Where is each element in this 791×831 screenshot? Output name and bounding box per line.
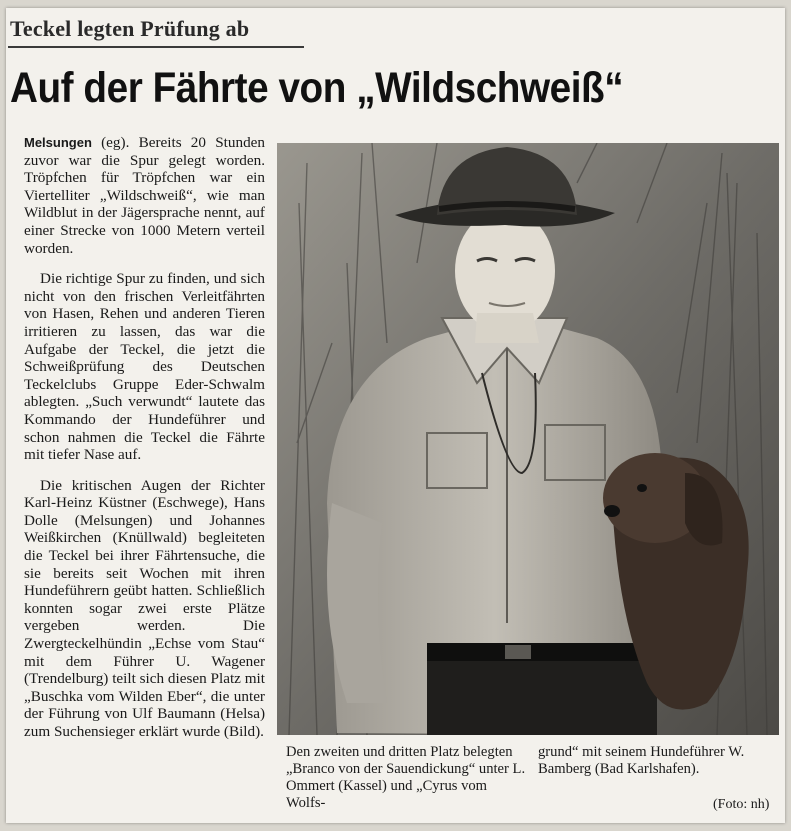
photo-illustration: [277, 143, 779, 735]
paragraph-1-text: (eg). Bereits 20 Stunden zuvor war die Spur gelegt worden. Tröpfchen für Tröpfchen war ein Viertelliter „Wildschweiß“, wie man Wildblut in der Jägersprache nennt, auf einer Strecke von 1000 Metern verteil worden.: [24, 134, 265, 257]
news-photo-hunter-with-dachshund: [277, 143, 779, 735]
dateline: Melsungen: [24, 135, 92, 150]
article-paragraph-3: Die kritischen Augen der Richter Karl-Heinz Küstner (Eschwege), Hans Dolle (Melsungen) und Johannes Weißkirchen (Knüllwald) begleiteten die Teckel bei ihrer Fährtensuche, die sie bereits seit Wochen mit ihren Hundeführern geübt hatten. Schließlich konnten sogar zwei erste Plätze vergeben werden. Die Zwergteckelhündin „Echse vom Stau“ mit dem Führer U. Wagener (Trendelburg) teilt sich diesen Platz mit „Buschka vom Wilden Eber“, die unter der Führung von Ulf Baumann (Helsa) zum Suchensieger erklärt wurde (Bild).: [24, 476, 265, 740]
dog-nose: [604, 505, 620, 517]
photo-credit: (Foto: nh): [713, 797, 770, 812]
main-headline: Auf der Fährte von „Wildschweiß“: [10, 64, 624, 112]
kicker-headline: Teckel legten Prüfung ab: [10, 16, 250, 41]
article-paragraph-1: [24, 134, 265, 257]
hunter-belt: [427, 643, 657, 661]
photo-caption-part-1: Den zweiten und dritten Platz belegten „Branco von der Sauendickung“ unter L. Ommert (Kassel) und „Cyrus vom Wolfs-: [286, 744, 526, 811]
kicker-underline: [8, 46, 304, 48]
photo-caption-part-2: grund“ mit seinem Hundeführer W. Bamberg (Bad Karlshafen).: [538, 744, 745, 777]
article-body-column: [24, 134, 265, 754]
hunter-neck: [475, 313, 539, 343]
dog-eye: [637, 484, 647, 492]
article-paragraph-2: Die richtige Spur zu finden, und sich nicht von den frischen Verleitfährten von Hasen, Rehen und anderen Tieren irritieren zu lassen, das war die Aufgabe der Teckel, die jetzt die Schweißprüfung des Deutschen Teckelclubs Gruppe Eder-Schwalm ablegten. „Such verwundt“ lautete das Kommando der Hundeführer und schon nahmen die Teckel die Fährte mit tiefer Nase auf.: [24, 270, 265, 464]
